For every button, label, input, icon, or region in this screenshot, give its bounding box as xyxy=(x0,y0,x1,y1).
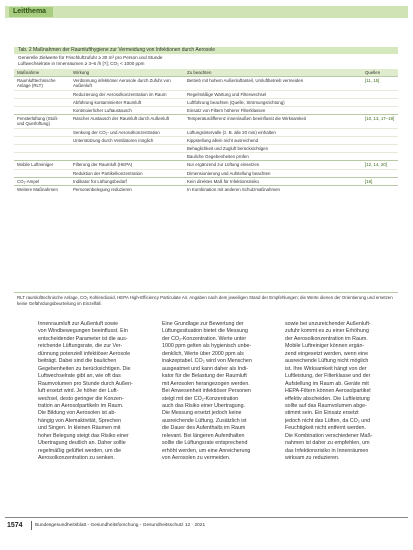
table-row xyxy=(14,145,398,153)
text-line: Feuchtigkeit nicht entfernt werden. xyxy=(285,425,366,432)
effect-cell: Verdünnung infektiöser Aerosole durch Zufuhr von Außenluft xyxy=(70,77,184,90)
page-number: 1574 xyxy=(7,522,23,529)
measure-cell xyxy=(14,153,70,161)
source-cell: [10, 13, 17–19] xyxy=(362,115,398,128)
note-cell: Lüftungsintervalle (z. B. alle 20 min) einhalten xyxy=(184,128,362,136)
measure-cell xyxy=(14,90,70,98)
note-cell: Nur ergänzend zur Lüftung einsetzen xyxy=(184,161,362,169)
effect-cell: Indikator für Lüftungsbedarf xyxy=(70,177,184,185)
table-row xyxy=(14,177,398,185)
text-line: die Dauer des Aufenthalts im Raum xyxy=(162,425,246,432)
text-line: Luftwechselrate gibt an, wie oft das xyxy=(38,373,121,380)
footer-separator xyxy=(31,521,32,530)
measures-table xyxy=(14,69,398,193)
text-line: Lüftungssituation bietet die Messung xyxy=(162,328,248,335)
text-line: 1000 ppm gelten als hygienisch unbe- xyxy=(162,343,252,350)
effect-cell: Kontinuierlicher Luftaustausch xyxy=(70,107,184,115)
source-cell xyxy=(362,136,398,144)
text-line: kator für die Belastung der Raumluft xyxy=(162,373,247,380)
note-cell: Betrieb mit hohem Außenluftanteil, Umluftbetrieb vermeiden xyxy=(184,77,362,90)
effect-cell: Unterstützung durch Ventilatoren möglich xyxy=(70,136,184,144)
table-row xyxy=(14,169,398,177)
table-row xyxy=(14,77,398,90)
text-line: Bei Anwesenheit infektiöser Personen xyxy=(162,388,251,395)
header-band xyxy=(5,6,408,18)
effect-cell: Reduktion der Partikelkonzentration xyxy=(70,169,184,177)
text-line: mit Aerosolen herangezogen werden. xyxy=(162,380,250,387)
table-footnotes: RLT raumlufttechnische Anlage, CO₂ Kohlendioxid, HEPA High-Efficiency Particulate Air. Angaben nach dem jeweiligen Stand der Empfehlungen; die Werte dienen der Orientierung und ersetzen keine Gefährdungsbeurteilung im Einzelfall. xyxy=(14,292,398,308)
table-row xyxy=(14,115,398,128)
effect-cell xyxy=(70,153,184,161)
effect-cell: Personenbelegung reduzieren xyxy=(70,186,184,194)
text-line: zend eingesetzt werden, wenn eine xyxy=(285,350,369,357)
text-line: hängig von Atemaktivität, Sprechen xyxy=(38,417,122,424)
text-line: inakzeptabel. CO₂ wird von Menschen xyxy=(162,358,252,365)
text-line: stimmt sein. Ein Einsatz ersetzt xyxy=(285,410,359,417)
effect-cell: Filterung der Raumluft (HEPA) xyxy=(70,161,184,169)
table-row xyxy=(14,90,398,98)
text-line: jedoch nicht das Lüften, da CO₂ und xyxy=(285,417,371,424)
text-line: Übertragung deutlich an. Daher sollte xyxy=(38,440,126,447)
text-line: reichende Lüftungsrate, die zur Ver- xyxy=(38,343,123,350)
table-subtitle: Luftwechselrate in Innenräumen ≥ 3–6 /h [?]; CO₂ < 1000 ppm xyxy=(18,61,145,66)
source-cell xyxy=(362,169,398,177)
source-cell xyxy=(362,128,398,136)
footer-rule xyxy=(5,517,408,518)
text-line: regelmäßig gelüftet werden, um die xyxy=(38,447,122,454)
text-line: sollte auf das Raumvolumen abge- xyxy=(285,402,367,409)
text-line: Gegebenheiten zu berücksichtigen. Die xyxy=(38,365,131,372)
source-cell: [12, 14, 20] xyxy=(362,161,398,169)
text-line: tration an Aerosolpartikeln im Raum. xyxy=(38,402,124,409)
source-cell xyxy=(362,186,398,194)
column-header: Quellen xyxy=(362,69,398,77)
measure-cell: Weitere Maßnahmen xyxy=(14,186,70,194)
text-line: von Aerosolen zu vermeiden. xyxy=(162,455,231,462)
text-line: entscheidender Parameter ist die aus- xyxy=(38,335,128,342)
effect-cell: Reduzierung der Aerosolkonzentration im Raum xyxy=(70,90,184,98)
source-cell xyxy=(362,90,398,98)
measure-cell xyxy=(14,136,70,144)
table-row xyxy=(14,136,398,144)
note-cell: In Kombination mit anderen Schutzmaßnahmen xyxy=(184,186,362,194)
text-line: luft ersetzt wird. Je höher der Luft- xyxy=(38,388,119,395)
source-cell xyxy=(362,98,398,106)
text-line: beiträgt. Dabei sind die baulichen xyxy=(38,358,117,365)
table-title: Tab. 2 Maßnahmen der Raumlufthygiene zur Vermeidung von Infektionen durch Aerosole xyxy=(14,47,398,54)
table-body xyxy=(14,77,398,194)
text-line: sowie bei unzureichender Außenluft- xyxy=(285,321,371,327)
text-line: hoher Belegung steigt das Risiko einer xyxy=(38,432,129,439)
source-cell xyxy=(362,145,398,153)
text-line: zufuhr kommt es zu einer Erhöhung xyxy=(285,328,369,335)
text-line: sollte die Lüftungsrate entsprechend xyxy=(162,440,248,447)
text-line: Die Messung ersetzt jedoch keine xyxy=(162,410,242,417)
measure-cell: Raumlufttechnische Anlage (RLT) xyxy=(14,77,70,90)
note-cell: Bauliche Gegebenheiten prüfen xyxy=(184,153,362,161)
text-line: steigt mit der CO₂-Konzentration xyxy=(162,395,239,402)
note-cell: Kippstellung allein nicht ausreichend xyxy=(184,136,362,144)
text-line: der Aerosolkonzentration im Raum. xyxy=(285,335,368,342)
table-row xyxy=(14,98,398,106)
table-header-row xyxy=(14,69,398,77)
source-cell xyxy=(362,107,398,115)
measure-cell xyxy=(14,98,70,106)
text-line: ausgeatmet und kann daher als Indi- xyxy=(162,365,248,372)
text-line: ausreichende Lüftung nicht möglich xyxy=(285,358,369,365)
text-line: Eine Grundlage zur Bewertung der xyxy=(162,321,244,327)
text-line: Luftleistung, der Filterklasse und der xyxy=(285,373,371,380)
text-line: nahmen ist daher zu empfehlen, um xyxy=(285,440,370,447)
column-header: Zu beachten xyxy=(184,69,362,77)
note-cell: Behaglichkeit und Zugluft berücksichtigen xyxy=(184,145,362,153)
measure-cell xyxy=(14,169,70,177)
table-row xyxy=(14,153,398,161)
text-line: denklich, Werte über 2000 ppm als xyxy=(162,350,244,357)
table-row xyxy=(14,107,398,115)
text-line: Aerosolkonzentration zu senken. xyxy=(38,455,115,462)
measure-cell xyxy=(14,107,70,115)
effect-cell xyxy=(70,145,184,153)
text-line: HEPA-Filtern können Aerosolpartikel xyxy=(285,388,371,395)
body-column-3 xyxy=(285,321,399,463)
measure-cell: CO₂-Ampel xyxy=(14,177,70,185)
text-line: effektiv abscheiden. Die Luftleistung xyxy=(285,395,370,402)
text-line: von Windbewegungen beeinflusst. Ein xyxy=(38,328,128,335)
text-line: dünnung potenziell infektiöser Aerosole xyxy=(38,350,131,357)
journal-citation: Bundesgesundheitsblatt - Gesundheitsforschung - Gesundheitsschutz 12 · 2021 xyxy=(35,523,206,528)
source-cell xyxy=(362,153,398,161)
text-line: Die Bildung von Aerosolen ist ab- xyxy=(38,410,117,417)
effect-cell: Abführung kontaminierter Raumluft xyxy=(70,98,184,106)
measure-cell xyxy=(14,145,70,153)
text-line: wechsel, desto geringer die Konzen- xyxy=(38,395,124,402)
column-header: Wirkung xyxy=(70,69,184,77)
text-line: ist. Ihre Wirksamkeit hängt von der xyxy=(285,365,367,372)
body-column-1 xyxy=(38,321,152,463)
text-line: ausreichende Lüftung. Zusätzlich ist xyxy=(162,417,247,424)
note-cell: Luftführung beachten (Quelle, Strömungsrichtung) xyxy=(184,98,362,106)
source-cell: [16] xyxy=(362,177,398,185)
text-line: das Infektionsrisiko in Innenräumen xyxy=(285,447,369,454)
column-header: Maßnahme xyxy=(14,69,70,77)
table-row xyxy=(14,128,398,136)
text-line: Mobile Luftreiniger können ergän- xyxy=(285,343,365,350)
text-line: der CO₂-Konzentration. Werte unter xyxy=(162,335,247,342)
table-row xyxy=(14,161,398,169)
text-line: auch das Risiko einer Übertragung. xyxy=(162,402,246,409)
source-cell: [11, 15] xyxy=(362,77,398,90)
measure-cell: Mobile Luftreiniger xyxy=(14,161,70,169)
text-line: Die Kombination verschiedener Maß- xyxy=(285,432,373,439)
note-cell: Einsatz von Filtern höherer Filterklassen xyxy=(184,107,362,115)
text-line: Aufstellung im Raum ab. Geräte mit xyxy=(285,380,369,387)
effect-cell: Rascher Austausch der Raumluft durch Außenluft xyxy=(70,115,184,128)
text-line: erhöht werden, um eine Anreicherung xyxy=(162,447,251,454)
effect-cell: Senkung der CO₂- und Aerosolkonzentration xyxy=(70,128,184,136)
text-line: und Singen. In kleinen Räumen mit xyxy=(38,425,121,432)
measure-cell xyxy=(14,128,70,136)
section-tag: Leitthema xyxy=(9,7,53,17)
note-cell: Dimensionierung und Aufstellung beachten xyxy=(184,169,362,177)
table-row xyxy=(14,186,398,194)
note-cell: Temperaturdifferenz innen/außen beeinflusst die Wirksamkeit xyxy=(184,115,362,128)
text-line: wirksam zu reduzieren. xyxy=(285,455,340,462)
text-line: Raumvolumen pro Stunde durch Außen- xyxy=(38,380,133,387)
table-subtitle: Generelle Zielwerte für Frischluftzufuhr ≥ 30 m³ pro Person und Stunde xyxy=(18,55,163,60)
text-line: Innenraumluft zur Außenluft sowie xyxy=(38,321,119,327)
measure-cell: Fensterlüftung (Stoß- und Querlüftung) xyxy=(14,115,70,128)
body-column-2 xyxy=(162,321,276,463)
text-line: relevant. Bei längeren Aufenthalten xyxy=(162,432,245,439)
note-cell: Regelmäßige Wartung und Filterwechsel xyxy=(184,90,362,98)
note-cell: Kein direktes Maß für Infektionsrisiko xyxy=(184,177,362,185)
